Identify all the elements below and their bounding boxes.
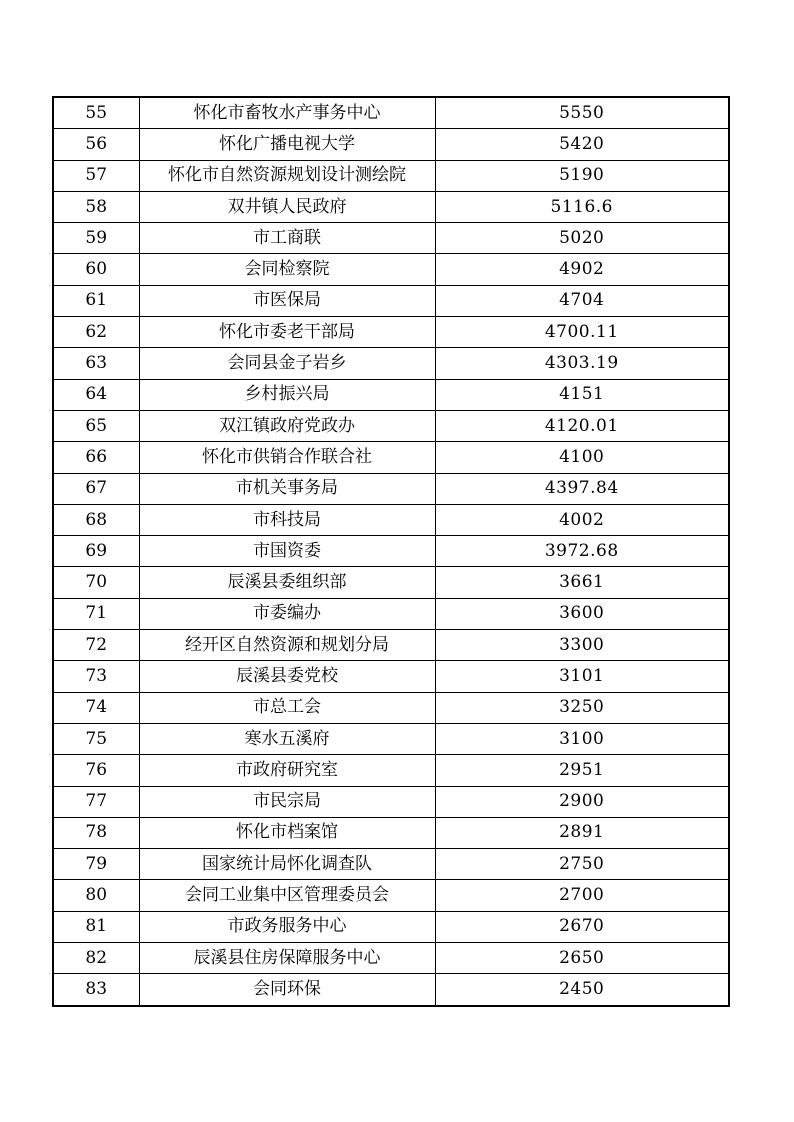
unit-name-cell: 市总工会 — [139, 692, 435, 723]
unit-name-cell: 辰溪县委组织部 — [139, 567, 435, 598]
table-row — [53, 379, 729, 410]
unit-name-cell: 市科技局 — [139, 504, 435, 535]
row-number-cell: 59 — [53, 223, 139, 254]
row-number-cell: 74 — [53, 692, 139, 723]
amount-cell: 4704 — [435, 285, 729, 316]
unit-name-cell: 寒水五溪府 — [139, 723, 435, 754]
table-row — [53, 723, 729, 754]
row-number-cell: 76 — [53, 755, 139, 786]
row-number-cell: 60 — [53, 254, 139, 285]
unit-name-cell: 市医保局 — [139, 285, 435, 316]
unit-name-cell: 市国资委 — [139, 536, 435, 567]
table-row — [53, 755, 729, 786]
amount-cell: 2700 — [435, 880, 729, 911]
amount-cell: 2750 — [435, 849, 729, 880]
unit-name-cell: 会同县金子岩乡 — [139, 348, 435, 379]
amount-cell: 4151 — [435, 379, 729, 410]
table-row — [53, 849, 729, 880]
unit-name-cell: 辰溪县住房保障服务中心 — [139, 943, 435, 974]
table-body — [53, 97, 729, 1006]
unit-name-cell: 怀化市自然资源规划设计测绘院 — [139, 160, 435, 191]
row-number-cell: 65 — [53, 410, 139, 441]
amount-cell: 3100 — [435, 723, 729, 754]
amount-cell: 5020 — [435, 223, 729, 254]
table-row — [53, 817, 729, 848]
amount-cell: 4303.19 — [435, 348, 729, 379]
amount-cell: 5550 — [435, 97, 729, 129]
unit-name-cell: 会同工业集中区管理委员会 — [139, 880, 435, 911]
data-table — [52, 96, 730, 1007]
unit-name-cell: 市委编办 — [139, 598, 435, 629]
unit-name-cell: 怀化市供销合作联合社 — [139, 442, 435, 473]
row-number-cell: 77 — [53, 786, 139, 817]
row-number-cell: 58 — [53, 191, 139, 222]
row-number-cell: 79 — [53, 849, 139, 880]
unit-name-cell: 市民宗局 — [139, 786, 435, 817]
table-row — [53, 536, 729, 567]
amount-cell: 4002 — [435, 504, 729, 535]
unit-name-cell: 怀化市畜牧水产事务中心 — [139, 97, 435, 129]
row-number-cell: 63 — [53, 348, 139, 379]
row-number-cell: 64 — [53, 379, 139, 410]
amount-cell: 5116.6 — [435, 191, 729, 222]
table-row — [53, 410, 729, 441]
unit-name-cell: 会同检察院 — [139, 254, 435, 285]
amount-cell: 4902 — [435, 254, 729, 285]
amount-cell: 2900 — [435, 786, 729, 817]
amount-cell: 3661 — [435, 567, 729, 598]
amount-cell: 3600 — [435, 598, 729, 629]
table-row — [53, 943, 729, 974]
amount-cell: 4100 — [435, 442, 729, 473]
unit-name-cell: 辰溪县委党校 — [139, 661, 435, 692]
table-row — [53, 911, 729, 942]
unit-name-cell: 会同环保 — [139, 974, 435, 1006]
row-number-cell: 82 — [53, 943, 139, 974]
unit-name-cell: 市机关事务局 — [139, 473, 435, 504]
table-row — [53, 285, 729, 316]
amount-cell: 3972.68 — [435, 536, 729, 567]
amount-cell: 2670 — [435, 911, 729, 942]
amount-cell: 2891 — [435, 817, 729, 848]
table-row — [53, 880, 729, 911]
row-number-cell: 73 — [53, 661, 139, 692]
row-number-cell: 83 — [53, 974, 139, 1006]
row-number-cell: 71 — [53, 598, 139, 629]
table-row — [53, 598, 729, 629]
row-number-cell: 67 — [53, 473, 139, 504]
amount-cell: 2650 — [435, 943, 729, 974]
amount-cell: 2450 — [435, 974, 729, 1006]
row-number-cell: 57 — [53, 160, 139, 191]
table-row — [53, 254, 729, 285]
unit-name-cell: 怀化市档案馆 — [139, 817, 435, 848]
table-row — [53, 630, 729, 661]
row-number-cell: 81 — [53, 911, 139, 942]
unit-name-cell: 市工商联 — [139, 223, 435, 254]
unit-name-cell: 经开区自然资源和规划分局 — [139, 630, 435, 661]
row-number-cell: 69 — [53, 536, 139, 567]
amount-cell: 3300 — [435, 630, 729, 661]
row-number-cell: 56 — [53, 129, 139, 160]
unit-name-cell: 怀化市委老干部局 — [139, 317, 435, 348]
table-row — [53, 567, 729, 598]
row-number-cell: 72 — [53, 630, 139, 661]
amount-cell: 4397.84 — [435, 473, 729, 504]
row-number-cell: 55 — [53, 97, 139, 129]
row-number-cell: 68 — [53, 504, 139, 535]
unit-name-cell: 双井镇人民政府 — [139, 191, 435, 222]
unit-name-cell: 怀化广播电视大学 — [139, 129, 435, 160]
table-row — [53, 223, 729, 254]
table-row — [53, 661, 729, 692]
amount-cell: 4700.11 — [435, 317, 729, 348]
amount-cell: 5420 — [435, 129, 729, 160]
amount-cell: 4120.01 — [435, 410, 729, 441]
table-row — [53, 348, 729, 379]
unit-name-cell: 双江镇政府党政办 — [139, 410, 435, 441]
table-row — [53, 974, 729, 1006]
row-number-cell: 78 — [53, 817, 139, 848]
table-row — [53, 97, 729, 129]
table-row — [53, 786, 729, 817]
table-row — [53, 191, 729, 222]
row-number-cell: 70 — [53, 567, 139, 598]
row-number-cell: 61 — [53, 285, 139, 316]
row-number-cell: 66 — [53, 442, 139, 473]
table-row — [53, 317, 729, 348]
table-row — [53, 504, 729, 535]
row-number-cell: 62 — [53, 317, 139, 348]
unit-name-cell: 乡村振兴局 — [139, 379, 435, 410]
amount-cell: 3101 — [435, 661, 729, 692]
table-row — [53, 129, 729, 160]
unit-name-cell: 市政务服务中心 — [139, 911, 435, 942]
table-row — [53, 473, 729, 504]
table-row — [53, 692, 729, 723]
unit-name-cell: 市政府研究室 — [139, 755, 435, 786]
row-number-cell: 75 — [53, 723, 139, 754]
table-row — [53, 442, 729, 473]
amount-cell: 5190 — [435, 160, 729, 191]
row-number-cell: 80 — [53, 880, 139, 911]
amount-cell: 2951 — [435, 755, 729, 786]
unit-name-cell: 国家统计局怀化调查队 — [139, 849, 435, 880]
amount-cell: 3250 — [435, 692, 729, 723]
table-row — [53, 160, 729, 191]
